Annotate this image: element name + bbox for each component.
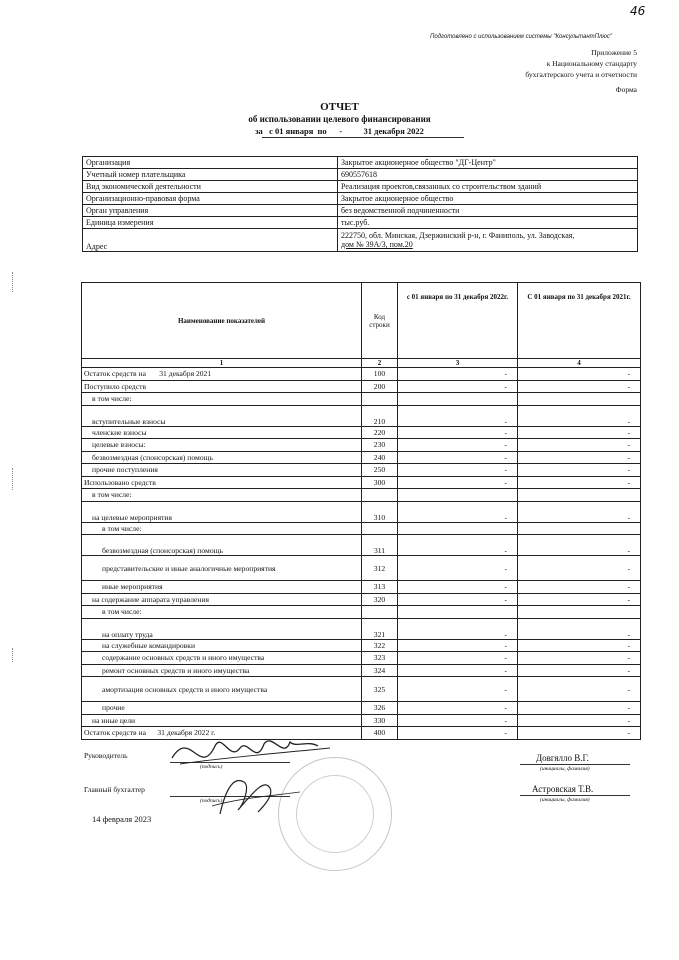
org-label: Орган управления <box>83 205 338 217</box>
row-label: Остаток средств на 31 декабря 2022 г. <box>82 727 362 740</box>
header-row <box>82 283 641 359</box>
accountant-label: Главный бухгалтер <box>84 785 145 794</box>
row-value-current: - <box>398 535 518 556</box>
appendix-line2: к Национальному стандарту <box>546 59 637 68</box>
row-code: 400 <box>362 727 398 740</box>
row-value-current: - <box>398 451 518 464</box>
row-value-current: - <box>398 581 518 594</box>
row-value-current: - <box>398 405 518 426</box>
report-date: 14 февраля 2023 <box>92 814 152 824</box>
row-value-current <box>398 522 518 535</box>
row-code: 300 <box>362 476 398 489</box>
row-value-current: - <box>398 727 518 740</box>
row-value-current: - <box>398 439 518 452</box>
row-value-current: - <box>398 652 518 665</box>
row-value-previous: - <box>518 727 641 740</box>
report-title: ОТЧЕТ <box>320 101 359 113</box>
row-value-current: - <box>398 476 518 489</box>
row-value-previous <box>518 393 641 406</box>
row-code: 310 <box>362 501 398 522</box>
table-row <box>82 380 641 393</box>
row-code: 311 <box>362 535 398 556</box>
row-code: 324 <box>362 664 398 677</box>
row-code <box>362 606 398 619</box>
row-code <box>362 522 398 535</box>
row-label: на оплату труда <box>82 618 362 639</box>
org-row <box>83 157 638 169</box>
table-row <box>82 702 641 715</box>
table-row <box>82 368 641 381</box>
row-code: 323 <box>362 652 398 665</box>
table-row <box>82 639 641 652</box>
binding-mark <box>12 272 19 292</box>
table-row <box>82 581 641 594</box>
table-row <box>82 426 641 439</box>
row-label: в том числе: <box>82 489 362 502</box>
row-value-current: - <box>398 426 518 439</box>
row-label: безвозмездная (спонсорская) помощь <box>82 535 362 556</box>
table-row <box>82 652 641 665</box>
accountant-signature-caption: (подпись) <box>200 798 223 804</box>
row-code: 330 <box>362 714 398 727</box>
table-row <box>82 501 641 522</box>
row-value-current: - <box>398 464 518 477</box>
row-value-current <box>398 489 518 502</box>
row-code: 220 <box>362 426 398 439</box>
row-value-current: - <box>398 639 518 652</box>
row-code: 320 <box>362 593 398 606</box>
row-code: 313 <box>362 581 398 594</box>
org-row <box>83 181 638 193</box>
row-value-current: - <box>398 714 518 727</box>
org-row <box>83 193 638 205</box>
row-label: Поступило средств <box>82 380 362 393</box>
row-label: ремонт основных средств и иного имущества <box>82 664 362 677</box>
org-value: Закрытое акционерное общество <box>338 193 638 205</box>
appendix-line3: бухгалтерского учета и отчетности <box>525 70 637 79</box>
table-row <box>82 664 641 677</box>
row-value-previous: - <box>518 426 641 439</box>
table-row <box>82 405 641 426</box>
header-code: Код строки <box>362 283 398 359</box>
table-row <box>82 535 641 556</box>
column-number: 1 <box>82 359 362 368</box>
table-row <box>82 593 641 606</box>
column-number: 4 <box>518 359 641 368</box>
row-value-previous: - <box>518 581 641 594</box>
row-value-current: - <box>398 618 518 639</box>
row-value-previous: - <box>518 380 641 393</box>
row-label: Остаток средств на 31 декабря 2021 <box>82 368 362 381</box>
row-value-previous: - <box>518 556 641 581</box>
org-label: Единица измерения <box>83 217 338 229</box>
head-label: Руководитель <box>84 751 128 760</box>
org-value: 690557618 <box>338 169 638 181</box>
org-label: Учетный номер плательщика <box>83 169 338 181</box>
prepared-note: Подготовлено с использованием системы "КонсультантПлюс" <box>430 34 613 40</box>
period-underline <box>262 137 464 138</box>
head-signature-caption: (подпись) <box>200 764 223 770</box>
row-label: на служебные командировки <box>82 639 362 652</box>
table-row <box>82 618 641 639</box>
row-label: на иные цели <box>82 714 362 727</box>
address-line2: дом № 39А/3, пом.20 <box>341 240 413 249</box>
table-row <box>82 451 641 464</box>
table-row <box>82 439 641 452</box>
row-value-current: - <box>398 380 518 393</box>
binding-mark <box>12 648 19 662</box>
row-value-current: - <box>398 677 518 702</box>
row-label: в том числе: <box>82 606 362 619</box>
report-subtitle: об использовании целевого финансирования <box>248 114 431 124</box>
row-value-previous: - <box>518 639 641 652</box>
table-row <box>82 556 641 581</box>
header-previous: С 01 января по 31 декабря 2021г. <box>518 283 641 359</box>
head-name: Довгялло В.Г. <box>536 753 589 763</box>
row-value-previous: - <box>518 714 641 727</box>
table-row <box>82 476 641 489</box>
org-label: Вид экономической деятельности <box>83 181 338 193</box>
appendix-form: Форма <box>615 85 637 94</box>
org-value: Закрытое акционерное общество "ДГ-Центр" <box>338 157 638 169</box>
row-value-previous: - <box>518 464 641 477</box>
row-code: 210 <box>362 405 398 426</box>
row-value-previous: - <box>518 652 641 665</box>
row-label: представительские и иные аналогичные мероприятия <box>82 556 362 581</box>
row-value-previous <box>518 489 641 502</box>
report-period: за с 01 января по - 31 декабря 2022 <box>255 126 424 136</box>
row-value-current: - <box>398 664 518 677</box>
table-row <box>82 606 641 619</box>
org-label: Организационно-правовая форма <box>83 193 338 205</box>
row-code: 326 <box>362 702 398 715</box>
org-value: тыс.руб. <box>338 217 638 229</box>
row-value-previous: - <box>518 405 641 426</box>
handwritten-signatures <box>160 718 360 818</box>
row-label: вступительные взносы <box>82 405 362 426</box>
row-value-previous: - <box>518 368 641 381</box>
row-value-current: - <box>398 593 518 606</box>
row-code: 250 <box>362 464 398 477</box>
row-value-previous: - <box>518 618 641 639</box>
address-line1: 222750, обл. Минская, Дзержинский р-н, г. Фаниполь, ул. Заводская, <box>341 231 575 240</box>
row-value-previous: - <box>518 664 641 677</box>
org-value-address <box>338 229 638 252</box>
table-row <box>82 677 641 702</box>
row-value-previous: - <box>518 439 641 452</box>
row-code <box>362 489 398 502</box>
binding-mark <box>12 468 19 490</box>
row-code: 100 <box>362 368 398 381</box>
header-name: Наименование показателей <box>82 283 362 359</box>
org-row <box>83 205 638 217</box>
table-row <box>82 522 641 535</box>
head-name-line <box>520 764 630 765</box>
appendix-line1: Приложение 5 <box>591 48 637 57</box>
org-row <box>83 169 638 181</box>
appendix-block <box>525 47 637 95</box>
row-label: безвозмездная (спонсорская) помощь <box>82 451 362 464</box>
table-row <box>82 489 641 502</box>
row-value-current: - <box>398 368 518 381</box>
accountant-name-caption: (инициалы, фамилия) <box>540 797 590 803</box>
row-value-previous: - <box>518 476 641 489</box>
table-row <box>82 464 641 477</box>
org-value: без ведомственной подчиненности <box>338 205 638 217</box>
row-value-previous: - <box>518 593 641 606</box>
row-code: 200 <box>362 380 398 393</box>
row-value-current: - <box>398 556 518 581</box>
row-label: амортизация основных средств и иного имущества <box>82 677 362 702</box>
row-code: 325 <box>362 677 398 702</box>
accountant-name: Астровская Т.В. <box>532 784 594 794</box>
row-code: 230 <box>362 439 398 452</box>
table-row <box>82 393 641 406</box>
row-code: 240 <box>362 451 398 464</box>
org-label: Организация <box>83 157 338 169</box>
row-value-previous <box>518 522 641 535</box>
row-label: в том числе: <box>82 522 362 535</box>
row-code: 321 <box>362 618 398 639</box>
row-value-previous: - <box>518 501 641 522</box>
financing-table <box>81 282 641 740</box>
column-number: 2 <box>362 359 398 368</box>
column-numbers-row <box>82 359 641 368</box>
org-info-table <box>82 156 638 252</box>
page-number: 46 <box>630 4 646 18</box>
row-label: иные мероприятия <box>82 581 362 594</box>
row-code <box>362 393 398 406</box>
row-value-current: - <box>398 501 518 522</box>
row-value-previous <box>518 606 641 619</box>
org-row <box>83 217 638 229</box>
row-label: на содержание аппарата управления <box>82 593 362 606</box>
row-label: членские взносы <box>82 426 362 439</box>
row-value-previous: - <box>518 702 641 715</box>
org-row-address <box>83 229 638 252</box>
row-value-previous: - <box>518 677 641 702</box>
row-code: 322 <box>362 639 398 652</box>
row-label: в том числе: <box>82 393 362 406</box>
org-value: Реализация проектов,связанных со строительством зданий <box>338 181 638 193</box>
row-value-previous: - <box>518 535 641 556</box>
row-value-previous: - <box>518 451 641 464</box>
row-label: прочие <box>82 702 362 715</box>
row-label: на целевые мероприятия <box>82 501 362 522</box>
header-current: с 01 января по 31 декабря 2022г. <box>398 283 518 359</box>
row-label: Использовано средств <box>82 476 362 489</box>
row-value-current <box>398 606 518 619</box>
row-label: целевые взносы: <box>82 439 362 452</box>
row-value-current <box>398 393 518 406</box>
row-label: прочие поступления <box>82 464 362 477</box>
row-code: 312 <box>362 556 398 581</box>
row-value-current: - <box>398 702 518 715</box>
column-number: 3 <box>398 359 518 368</box>
accountant-name-line <box>520 795 630 796</box>
head-name-caption: (инициалы, фамилия) <box>540 766 590 772</box>
row-label: содержание основных средств и иного имущества <box>82 652 362 665</box>
org-label: Адрес <box>83 229 338 252</box>
